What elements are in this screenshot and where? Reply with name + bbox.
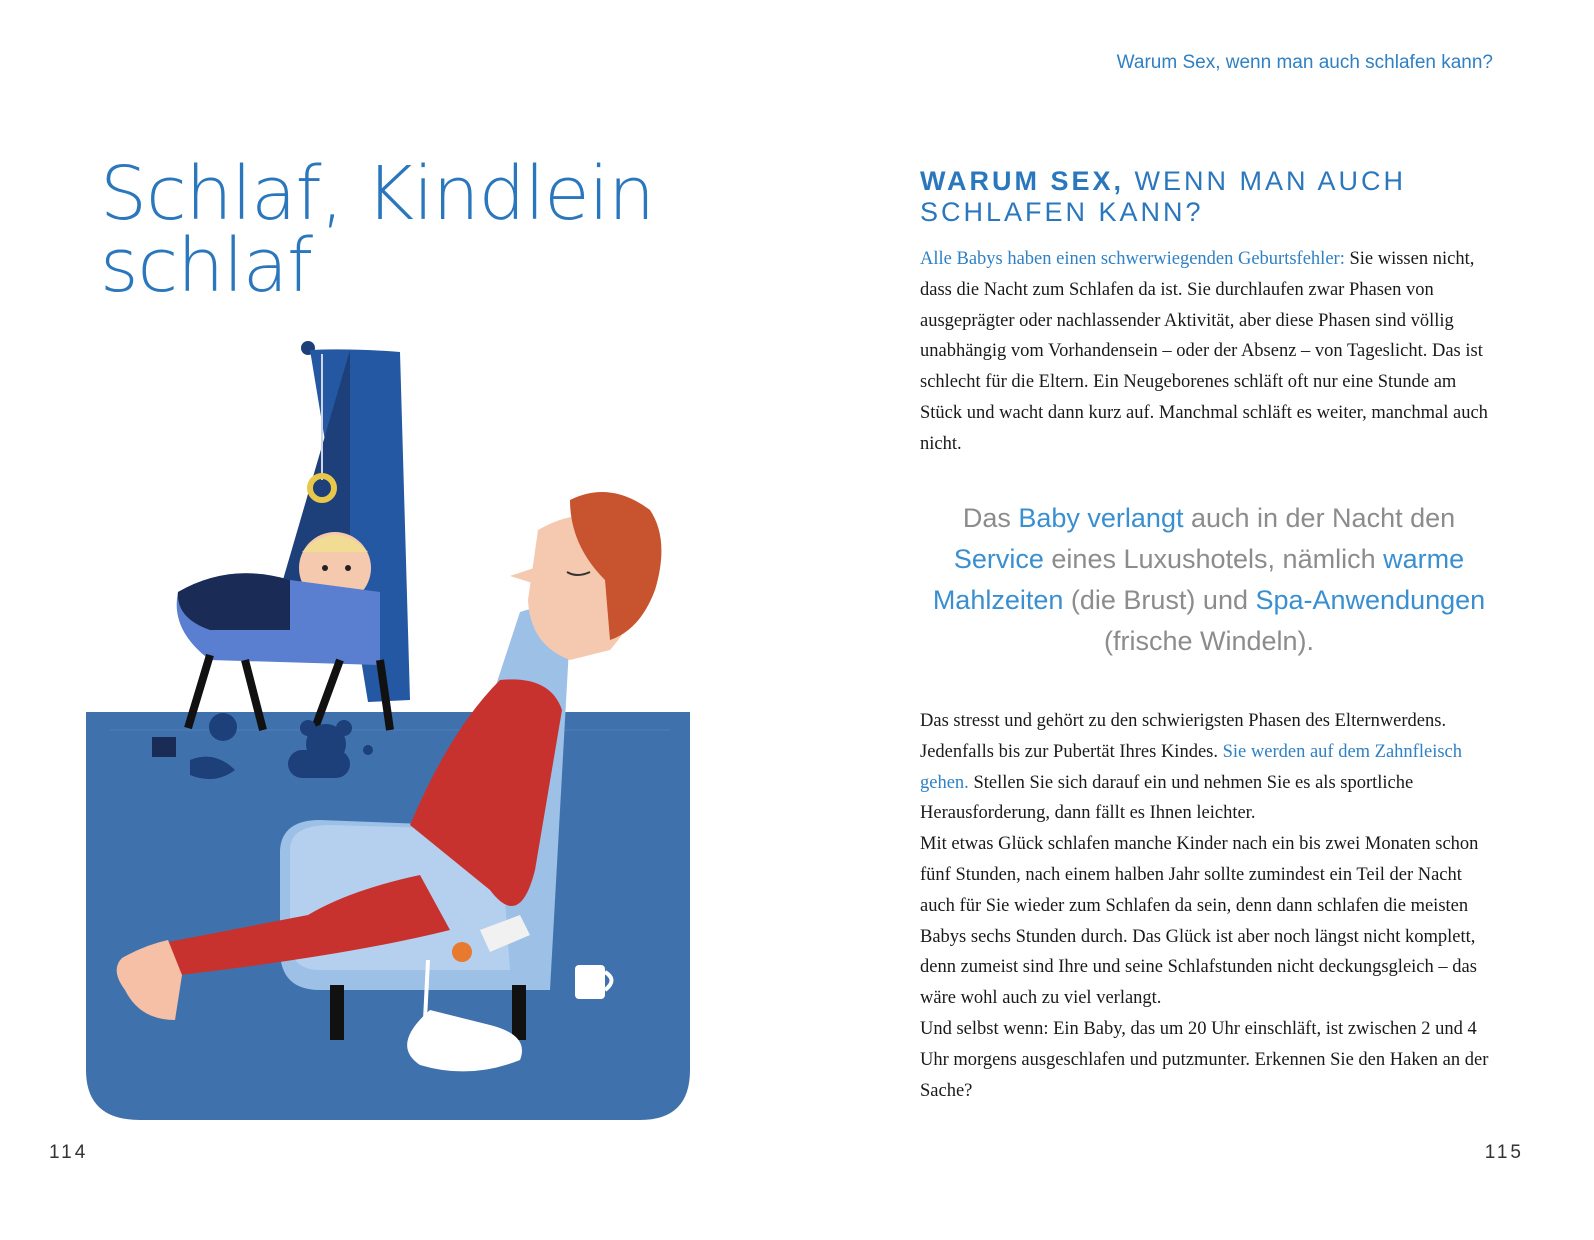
running-header: Warum Sex, wenn man auch schlafen kann? (1116, 52, 1493, 73)
quote-part: eines Luxushotels, nämlich (1043, 544, 1384, 574)
quote-highlight: warme Mahlzeiten (932, 544, 1465, 615)
chapter-title (100, 151, 750, 309)
paragraph-stress (920, 706, 1498, 829)
pull-quote (920, 498, 1498, 662)
section-heading (920, 166, 1520, 228)
section-heading-line2: SCHLAFEN KANN? (920, 197, 1204, 227)
quote-highlight: Spa-Anwendungen (1255, 585, 1486, 615)
para2-highlight: Sie werden auf dem Zahnfleisch gehen. (920, 741, 1462, 793)
quote-highlight: Service (953, 544, 1044, 574)
chapter-title-line2: schlaf (100, 223, 313, 309)
section-heading-bold: WARUM SEX, (920, 166, 1125, 196)
paragraph-catch: Und selbst wenn: Ein Baby, das um 20 Uhr einschläft, ist zwischen 2 und 4 Uhr morgens ausgeschlafen und putzmunter. Erkennen Sie den Haken an der Sache? (920, 1018, 1489, 1101)
intro-text: Sie wissen nicht, dass die Nacht zum Schlafen da ist. Sie durchlaufen zwar Phasen von ausgeprägter oder nachlassender Aktivität, aber diese Phasen sind völlig unabhängig vom Vorhandensein – oder der Absenz – von Tageslicht. Das ist schlecht für die Eltern. Ein Neugeborenes schläft oft nur eine Stunde am Stück und wacht dann kurz auf. Manchmal schläft es weiter, manchmal auch nicht. (920, 249, 1488, 454)
section-heading-rest: WENN MAN AUCH (1124, 166, 1407, 196)
quote-part: auch in der Nacht den (1183, 503, 1456, 533)
sleeping-father-illustration (50, 330, 740, 1130)
quote-part: Das (962, 503, 1019, 533)
intro-highlight: Alle Babys haben einen schwerwiegenden Geburtsfehler: (920, 249, 1345, 269)
quote-part: (frische Windeln). (1103, 626, 1315, 656)
quote-part: (die Brust) und (1063, 585, 1256, 615)
page-number-right: 115 (1484, 1142, 1524, 1163)
page-number-left: 114 (49, 1142, 89, 1163)
paragraph-luck: Mit etwas Glück schlafen manche Kinder nach ein bis zwei Monaten schon fünf Stunden, nach einem halben Jahr sollte zumindest ein Teil der Nacht auch für Sie wieder zum Schlafen da sein, denn dann schlafen die meisten Babys sechs Stunden durch. Das Glück ist aber noch längst nicht komplett, denn zumeist sind Ihre und seine Schlafstunden nicht deckungsgleich – das wäre wohl auch zu viel verlangt. (920, 834, 1479, 1009)
para2-text-a: Das stresst und gehört zu den schwierigsten Phasen des Elternwerdens. Jedenfalls bis zur Pubertät Ihres Kindes. (920, 711, 1447, 762)
main-text (920, 706, 1498, 1106)
quote-highlight: Baby verlangt (1018, 503, 1184, 533)
para2-text-b: Stellen Sie sich darauf ein und nehmen Sie es als sportliche Herausforderung, dann fällt es Ihnen leichter. (920, 772, 1414, 824)
intro-paragraph (920, 244, 1498, 460)
chapter-title-line1: Schlaf, Kindlein (100, 151, 655, 237)
